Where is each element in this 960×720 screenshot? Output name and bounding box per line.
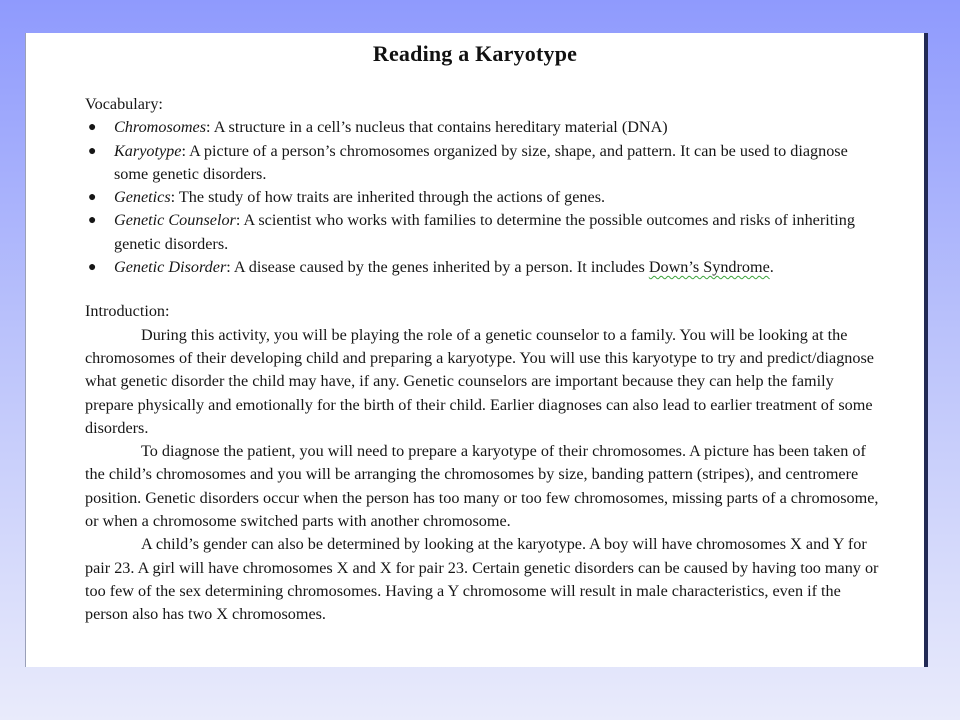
vocabulary-term: Karyotype — [114, 141, 182, 160]
vocabulary-item — [85, 140, 885, 187]
vocabulary-definition: : The study of how traits are inherited through the actions of genes. — [170, 188, 606, 207]
vocabulary-definition: : A structure in a cell’s nucleus that contains hereditary material (DNA) — [206, 118, 668, 137]
bullet-icon: ● — [88, 260, 97, 276]
bullet-icon: ● — [88, 120, 97, 136]
section-gap — [85, 279, 885, 300]
vocabulary-item — [85, 186, 885, 209]
vocabulary-definition: : A disease caused by the genes inherited by a person. It includes — [226, 258, 649, 277]
vocabulary-definition: : A scientist who works with families to determine the possible outcomes and risks of inheriting genetic disorders. — [114, 211, 855, 253]
vocabulary-item — [85, 256, 885, 279]
vocabulary-term: Genetic Counselor — [114, 211, 236, 230]
introduction-paragraph: During this activity, you will be playing the role of a genetic counselor to a family. You will be looking at the chromosomes of their developing child and preparing a karyotype. You will use this karyotype to try and predict/diagnose what genetic disorder the child may have, if any. Genetic counselors are important because they can help the family prepare physically and emotionally for the birth of their child. Earlier diagnoses can also lead to earlier treatment of some disorders. — [85, 325, 874, 437]
vocabulary-item — [85, 116, 885, 139]
page-edge-shadow — [924, 33, 928, 667]
vocabulary-item — [85, 209, 885, 256]
vocabulary-term: Genetics — [114, 188, 171, 207]
bullet-icon: ● — [88, 213, 97, 229]
spellcheck-highlight: Down’s Syndrome — [648, 258, 770, 277]
vocabulary-heading: Vocabulary: — [85, 95, 163, 113]
introduction-paragraph: A child’s gender can also be determined by looking at the karyotype. A boy will have chromosomes X and Y for pair 23. A girl will have chromosomes X and X for pair 23. Certain genetic disorders can be caused by having too many or too few of the sex determining chromosomes. Having a Y chromosome will result in male characteristics, even if the person also has two X chromosomes. — [85, 535, 879, 624]
introduction-heading: Introduction: — [85, 302, 170, 321]
document-body — [85, 93, 885, 627]
vocabulary-definition: : A picture of a person’s chromosomes organized by size, shape, and pattern. It can be used to diagnose some genetic disorders. — [114, 141, 848, 183]
introduction-paragraph: To diagnose the patient, you will need to prepare a karyotype of their chromosomes. A picture has been taken of the child’s chromosomes and you will be arranging the chromosomes by size, banding pattern (stripes), and centromere position. Genetic disorders occur when the person has too many or too few chromosomes, missing parts of a chromosome, or when a chromosome switched parts with another chromosome. — [85, 442, 879, 531]
vocabulary-list — [85, 116, 885, 279]
vocabulary-term: Chromosomes — [114, 118, 207, 137]
document-page — [25, 33, 924, 667]
vocabulary-term: Genetic Disorder — [114, 258, 227, 277]
bullet-icon: ● — [88, 143, 97, 159]
document-title: Reading a Karyotype — [372, 41, 578, 66]
bullet-icon: ● — [88, 190, 97, 206]
vocabulary-definition-end: . — [769, 258, 774, 277]
